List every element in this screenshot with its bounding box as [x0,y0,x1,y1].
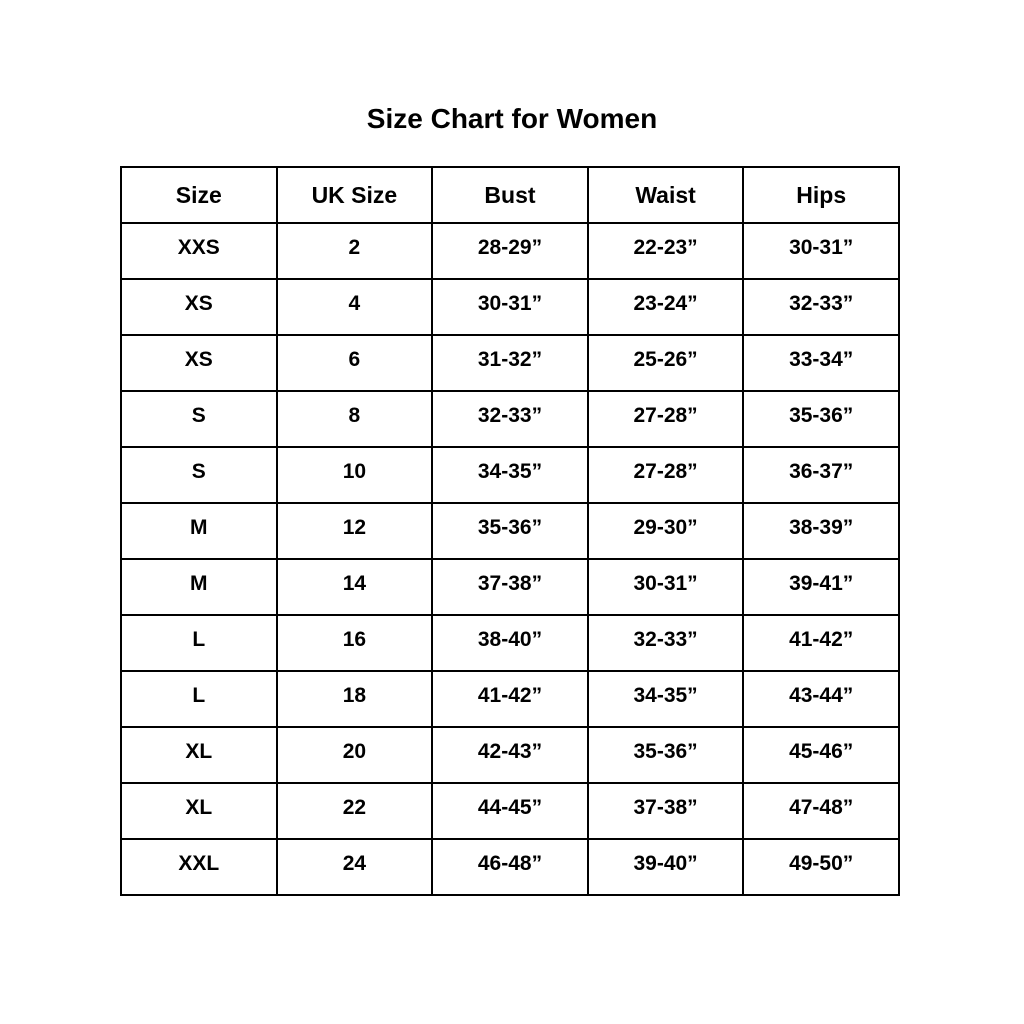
table-cell: L [121,671,277,727]
table-cell: M [121,559,277,615]
table-row [121,839,899,895]
column-header: UK Size [277,167,433,223]
column-header: Size [121,167,277,223]
table-row [121,615,899,671]
column-header: Hips [743,167,899,223]
table-cell: XL [121,783,277,839]
table-cell: 39-40” [588,839,744,895]
table-cell: 49-50” [743,839,899,895]
table-cell: 20 [277,727,433,783]
column-header: Bust [432,167,588,223]
header-row [121,167,899,223]
table-row [121,671,899,727]
table-cell: 8 [277,391,433,447]
table-cell: 46-48” [432,839,588,895]
table-cell: 23-24” [588,279,744,335]
table-cell: 34-35” [588,671,744,727]
table-cell: 33-34” [743,335,899,391]
table-cell: 28-29” [432,223,588,279]
table-cell: 6 [277,335,433,391]
table-row [121,447,899,503]
table-cell: S [121,391,277,447]
table-cell: XS [121,279,277,335]
table-cell: XXS [121,223,277,279]
table-head [121,167,899,223]
table-cell: 22 [277,783,433,839]
table-cell: 16 [277,615,433,671]
table-cell: 32-33” [432,391,588,447]
table-cell: 18 [277,671,433,727]
table-cell: 27-28” [588,391,744,447]
table-cell: L [121,615,277,671]
table-cell: 32-33” [743,279,899,335]
table-cell: 30-31” [432,279,588,335]
table-cell: 2 [277,223,433,279]
table-body [121,223,899,895]
size-chart-table [120,166,900,896]
table-cell: 30-31” [743,223,899,279]
table-cell: XL [121,727,277,783]
column-header: Waist [588,167,744,223]
table-cell: 37-38” [432,559,588,615]
table-cell: 34-35” [432,447,588,503]
table-cell: XS [121,335,277,391]
table-cell: 45-46” [743,727,899,783]
table-cell: 30-31” [588,559,744,615]
table-cell: 41-42” [743,615,899,671]
table-cell: 36-37” [743,447,899,503]
table-row [121,503,899,559]
table-cell: 35-36” [743,391,899,447]
table-cell: S [121,447,277,503]
table-cell: 35-36” [588,727,744,783]
table-cell: 25-26” [588,335,744,391]
table-row [121,391,899,447]
table-cell: 27-28” [588,447,744,503]
table-cell: XXL [121,839,277,895]
table-cell: 35-36” [432,503,588,559]
table-cell: 10 [277,447,433,503]
table-cell: 31-32” [432,335,588,391]
table-cell: 42-43” [432,727,588,783]
table-cell: 44-45” [432,783,588,839]
table-cell: 22-23” [588,223,744,279]
table-cell: 43-44” [743,671,899,727]
table-row [121,783,899,839]
table-row [121,559,899,615]
page-title: Size Chart for Women [366,103,658,134]
table-cell: 12 [277,503,433,559]
table-cell: 4 [277,279,433,335]
table-cell: 14 [277,559,433,615]
table-row [121,335,899,391]
table-cell: 32-33” [588,615,744,671]
table-row [121,727,899,783]
table-row [121,279,899,335]
table-cell: 41-42” [432,671,588,727]
table-cell: 38-39” [743,503,899,559]
table-cell: 39-41” [743,559,899,615]
table-row [121,223,899,279]
table-cell: 37-38” [588,783,744,839]
table-cell: M [121,503,277,559]
table-cell: 47-48” [743,783,899,839]
table-cell: 29-30” [588,503,744,559]
table-cell: 38-40” [432,615,588,671]
table-cell: 24 [277,839,433,895]
